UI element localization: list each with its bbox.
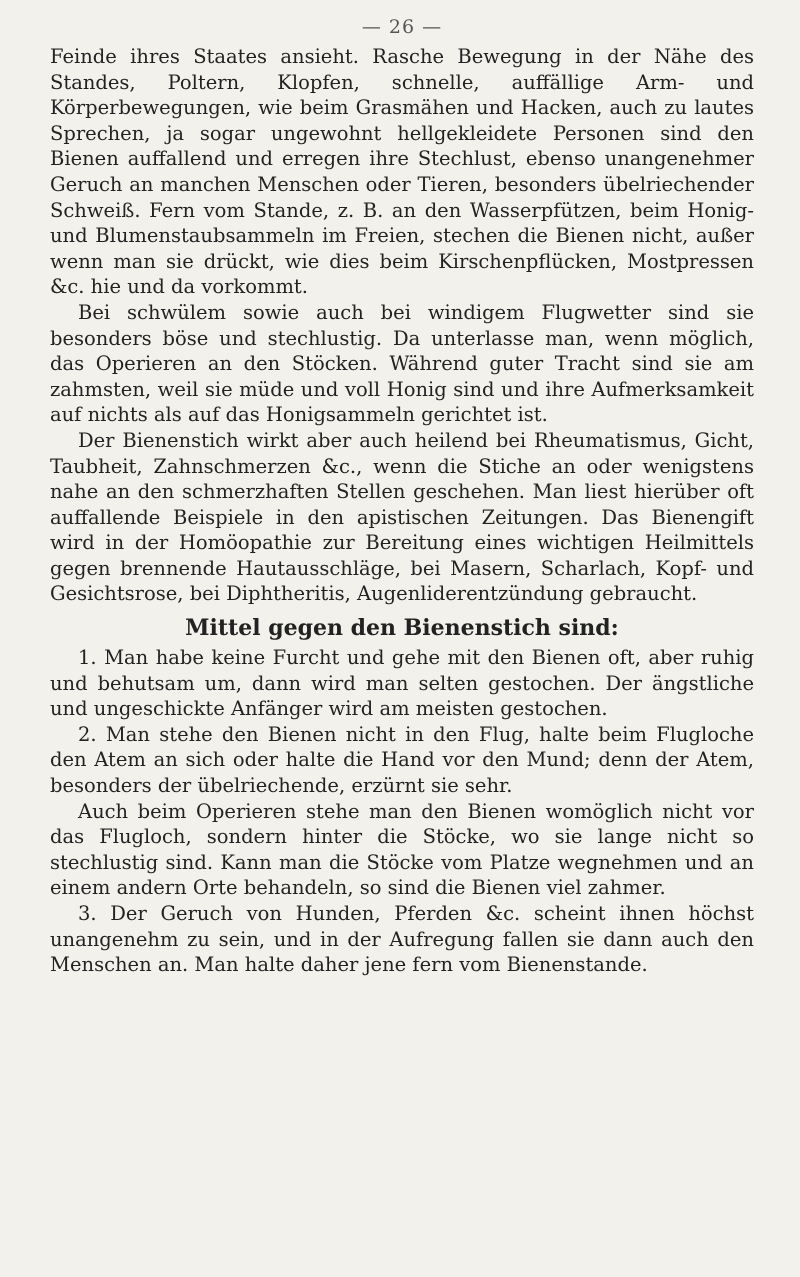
list-item-1: 1. Man habe keine Furcht und gehe mit den Bienen oft, aber ruhig und behutsam um, dann wird man selten gestochen. Der ängstliche und ungeschickte Anfänger wird am meisten gestochen.: [50, 646, 754, 721]
section-heading: Mittel gegen den Bienenstich sind:: [185, 615, 619, 642]
list-item-2-continued: Auch beim Operieren stehe man den Bienen womöglich nicht vor das Flugloch, sondern hinter die Stöcke, wo sie lange nicht so stechlustig sind. Kann man die Stöcke vom Platze wegnehmen und an einem andern Orte behandeln, so sind die Bienen viel zahmer.: [50, 799, 754, 900]
paragraph-sting-causes: Feinde ihres Staates ansieht. Rasche Bewegung in der Nähe des Standes, Poltern, Klopfen, schnelle, auffällige Arm- und Körperbewegungen, wie beim Grasmähen und Hacken, auch zu lautes Sprechen, ja sogar ungewohnt hellgekleidete Personen sind den Bienen auffallend und erregen ihre Stechlust, ebenso unangenehmer Geruch an manchen Menschen oder Tieren, besonders übelriechender Schweiß. Fern vom Stande, z. B. an den Wasserpfützen, beim Honig- und Blumenstaubsammeln im Freien, stechen die Bienen nicht, außer wenn man sie drückt, wie dies beim Kirschenpflücken, Mostpressen &c. hie und da vorkommt.: [50, 45, 754, 299]
list-item-3: 3. Der Geruch von Hunden, Pferden &c. scheint ihnen höchst unangenehm zu sein, und in der Aufregung fallen sie dann auch den Menschen an. Man halte daher jene fern vom Bienenstande.: [50, 902, 754, 977]
paragraph-weather: Bei schwülem sowie auch bei windigem Flugwetter sind sie besonders böse und stechlustig. Da unterlasse man, wenn möglich, das Operieren an den Stöcken. Während guter Tracht sind sie am zahmsten, weil sie müde und voll Honig sind und ihre Aufmerksamkeit auf nichts als auf das Honigsammeln gerichtet ist.: [50, 300, 754, 427]
paragraph-healing: Der Bienenstich wirkt aber auch heilend bei Rheumatismus, Gicht, Taubheit, Zahnschmerzen &c., wenn die Stiche an oder wenigstens nahe an den schmerzhaften Stellen geschehen. Man liest hierüber oft auffallende Beispiele in den apistischen Zeitungen. Das Bienengift wird in der Homöopathie zur Bereitung eines wichtigen Heilmittels gegen brennende Hautausschläge, bei Masern, Scharlach, Kopf- und Gesichtsrose, bei Diphtheritis, Augenliderentzündung gebraucht.: [50, 428, 754, 606]
page-number: — 26 —: [361, 16, 443, 38]
list-item-2: 2. Man stehe den Bienen nicht in den Flug, halte beim Flugloche den Atem an sich oder halte die Hand vor den Mund; denn der Atem, besonders der übelriechende, erzürnt sie sehr.: [50, 722, 754, 798]
